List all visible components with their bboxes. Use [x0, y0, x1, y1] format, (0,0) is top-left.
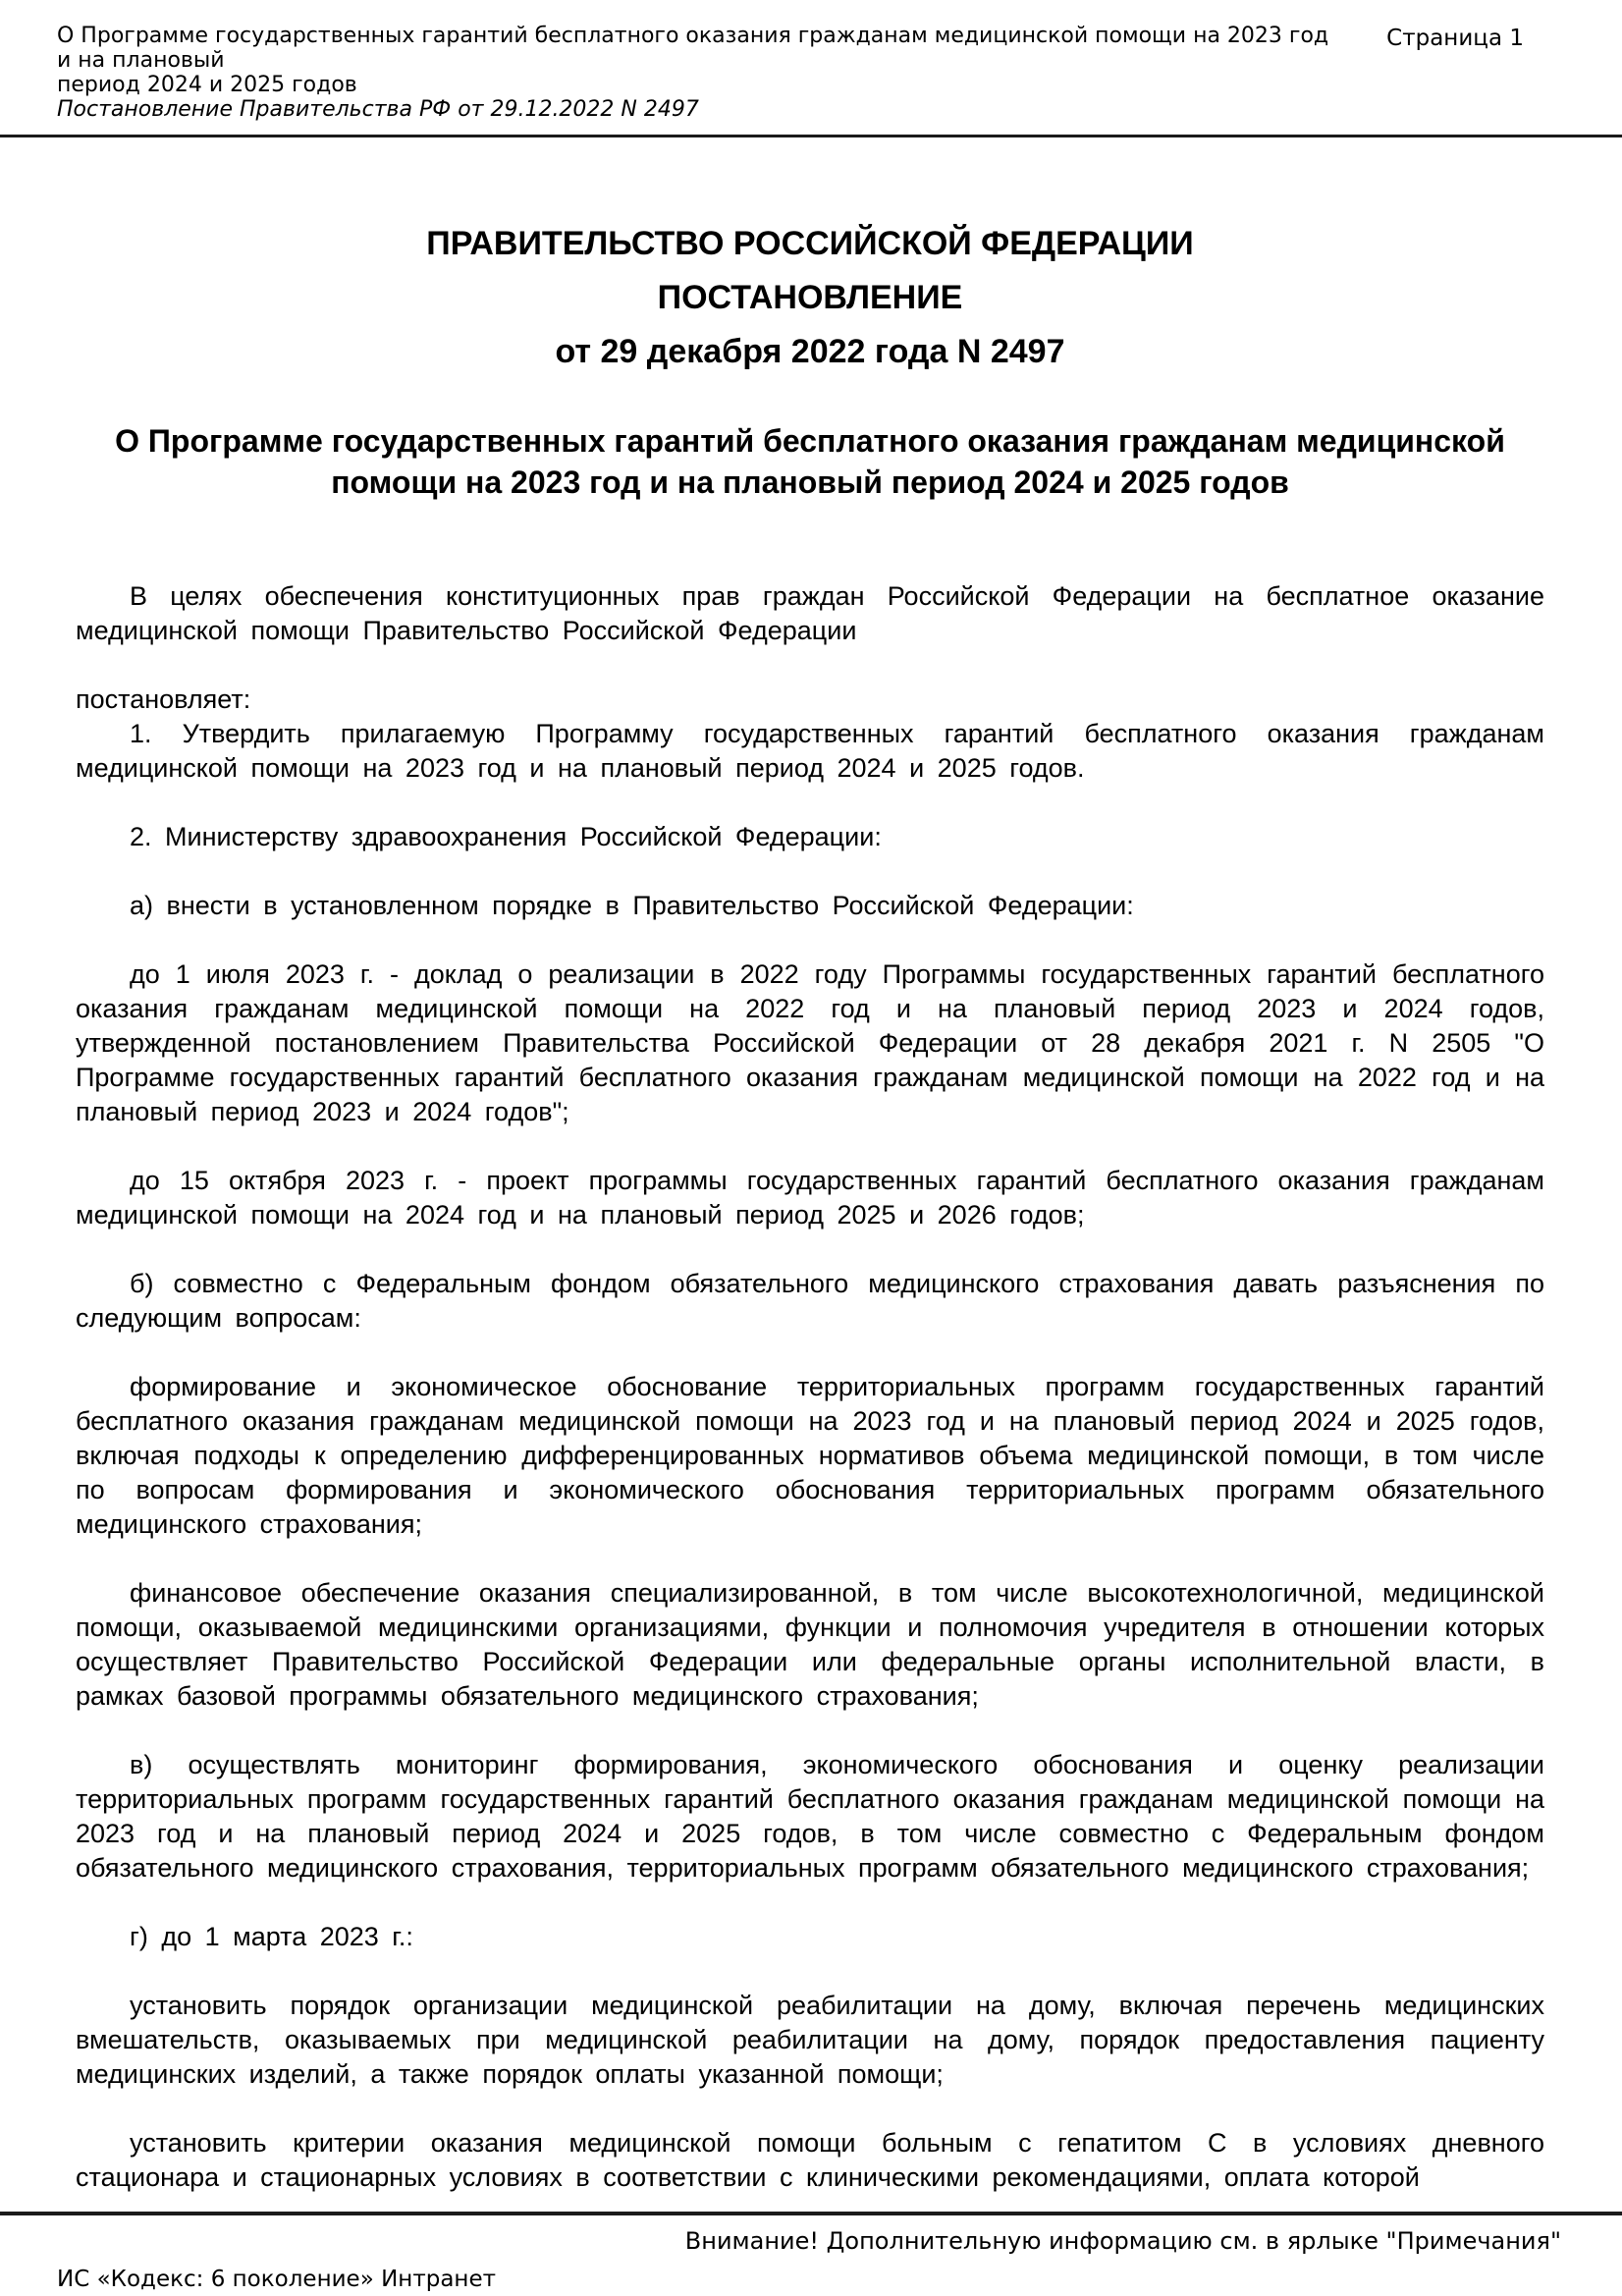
authority-heading: ПРАВИТЕЛЬСТВО РОССИЙСКОЙ ФЕДЕРАЦИИ: [426, 225, 1194, 262]
header-divider: [0, 135, 1622, 137]
footer-system-label: ИС «Кодекс: 6 поколение» Интранет: [57, 2267, 497, 2292]
paragraph: установить порядок организации медицинской реабилитации на дому, включая перечень медицинских вмешательств, оказываемых при медицинской реабилитации на дому, порядок предоставления пациенту медицинских изделий, а также порядок оплаты указанной помощи;: [76, 1991, 1544, 2089]
paragraph: В целях обеспечения конституционных прав граждан Российской Федерации на бесплатное оказание медицинской помощи Правительство Российской Федерации: [76, 581, 1544, 645]
footer-notice: Внимание! Дополнительную информацию см. в ярлыке "Примечания": [684, 2227, 1561, 2255]
paragraph: г) до 1 марта 2023 г.:: [130, 1922, 413, 1951]
paragraph: б) совместно с Федеральным фондом обязательного медицинского страхования давать разъяснения по следующим вопросам:: [76, 1269, 1544, 1333]
document-body: [76, 579, 1544, 2195]
paragraph: до 15 октября 2023 г. - проект программы государственных гарантий бесплатного оказания гражданам медицинской помощи на 2024 год и на плановый период 2025 и 2026 годов;: [76, 1166, 1544, 1230]
header-doc-subtitle: Постановление Правительства РФ от 29.12.2022 N 2497: [57, 97, 699, 122]
paragraph: а) внести в установленном порядке в Правительство Российской Федерации:: [130, 891, 1134, 920]
paragraph: установить критерии оказания медицинской помощи больным с гепатитом С в условиях дневного стационара и стационарных условиях в соответствии с клиническими рекомендациями, оплата которой: [76, 2128, 1544, 2192]
paragraph: постановляет:: [76, 684, 251, 714]
document-content: [0, 224, 1622, 2195]
header-doc-title: [57, 24, 1333, 122]
page-footer: [0, 2212, 1622, 2296]
paragraph: формирование и экономическое обоснование территориальных программ государственных гарантий бесплатного оказания гражданам медицинской помощи на 2023 год и на плановый период 2024 и 2025 годов, включая подходы к определению дифференцированных нормативов объема медицинской помощи, в том числе по вопросам формирования и экономического обоснования территориальных программ обязательного медицинского страхования;: [76, 1372, 1544, 1539]
paragraph: финансовое обеспечение оказания специализированной, в том числе высокотехнологичной, медицинской помощи, оказываемой медицинскими организациями, функции и полномочия учредителя в отношении которых осуществляет Правительство Российской Федерации или федеральные органы исполнительной власти, в рамках базовой программы обязательного медицинского страхования;: [76, 1578, 1544, 1711]
document-title-line2: помощи на 2023 год и на плановый период 2024 и 2025 годов: [331, 465, 1289, 500]
page-header: [0, 0, 1622, 122]
header-doc-title-line2: период 2024 и 2025 годов: [57, 73, 357, 97]
doctype-heading: ПОСТАНОВЛЕНИЕ: [657, 279, 963, 316]
paragraph: 2. Министерству здравоохранения Российской Федерации:: [130, 822, 882, 851]
document-title-line1: О Программе государственных гарантий бесплатного оказания гражданам медицинской: [115, 423, 1505, 459]
date-number-heading: от 29 декабря 2022 года N 2497: [555, 333, 1065, 370]
document-title: [76, 420, 1544, 503]
page-number: Страница 1: [1386, 26, 1524, 51]
header-doc-title-line1: О Программе государственных гарантий бесплатного оказания гражданам медицинской помощи на 2023 год и на плановый: [57, 24, 1329, 73]
paragraph: в) осуществлять мониторинг формирования, экономического обоснования и оценку реализации территориальных программ государственных гарантий бесплатного оказания гражданам медицинской помощи на 2023 год и на плановый период 2024 и 2025 годов, в том числе совместно с Федеральным фондом обязательного медицинского страхования, территориальных программ обязательного медицинского страхования;: [76, 1750, 1544, 1883]
paragraph: 1. Утвердить прилагаемую Программу государственных гарантий бесплатного оказания гражданам медицинской помощи на 2023 год и на плановый период 2024 и 2025 годов.: [76, 719, 1544, 783]
paragraph: до 1 июля 2023 г. - доклад о реализации в 2022 году Программы государственных гарантий бесплатного оказания гражданам медицинской помощи на 2022 год и на плановый период 2023 и 2024 годов, утвержденной постановлением Правительства Российской Федерации от 28 декабря 2021 г. N 2505 "О Программе государственных гарантий бесплатного оказания гражданам медицинской помощи на 2022 год и на плановый период 2023 и 2024 годов";: [76, 959, 1544, 1126]
